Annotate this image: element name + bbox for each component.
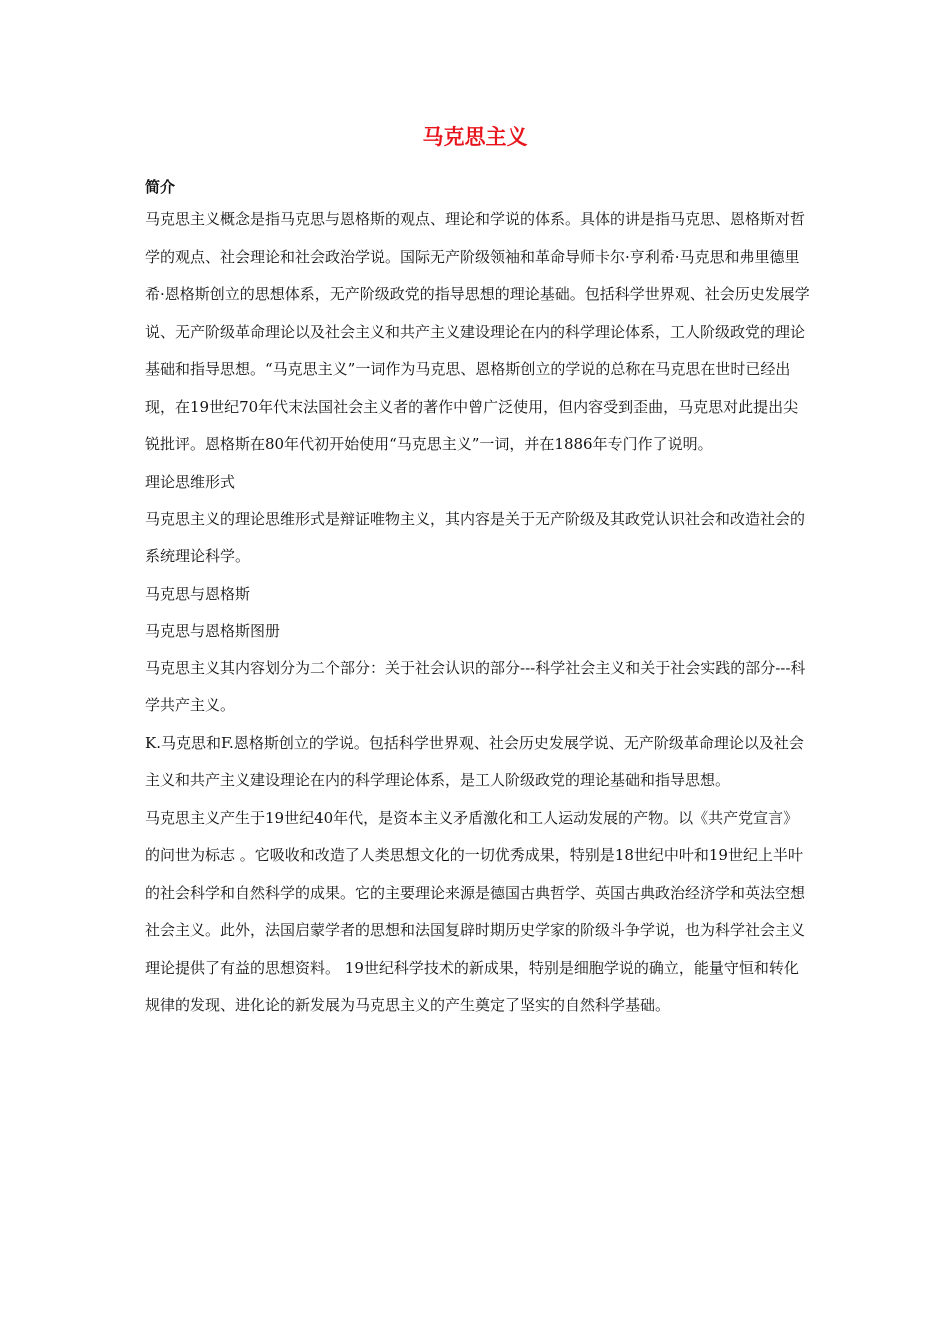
paragraph-thinking-form: 马克思主义的理论思维形式是辩证唯物主义，其内容是关于无产阶级及其政党认识社会和改造社会的系统理论科学。 — [145, 509, 806, 565]
document-title: 马克思主义 — [422, 125, 528, 149]
paragraph-intro: 马克思主义概念是指马克思与恩格斯的观点、理论和学说的体系。具体的讲是指马克思、恩格斯对哲学的观点、社会理论和社会政治学说。国际无产阶级领袖和革命导师卡尔·亨利希·马克思和弗里德里希·恩格斯创立的思想体系，无产阶级政党的指导思想的理论基础。包括科学世界观、社会历史发展学说、无产阶级革命理论以及社会主义和共产主义建设理论在内的科学理论体系，工人阶级政党的理论基础和指导思想。“马克思主义”一词作为马克思、恩格斯创立的学说的总称在马克思在世时已经出现，在19世纪70年代末法国社会主义者的著作中曾广泛使用，但内容受到歪曲，马克思对此提出尖锐批评。恩格斯在80年代初开始使用“马克思主义”一词，并在1886年专门作了说明。 — [145, 210, 810, 453]
section-heading-marx-engels-album: 马克思与恩格斯图册 — [145, 621, 281, 640]
section-heading-intro: 简介 — [145, 178, 176, 196]
section-heading-thinking-form: 理论思维形式 — [145, 472, 236, 491]
document-body — [145, 173, 813, 1025]
paragraph-content-division: 马克思主义其内容划分为二个部分：关于社会认识的部分---科学社会主义和关于社会实践的部分---科学共产主义。 — [145, 658, 806, 714]
paragraph-doctrine: K.马克思和F.恩格斯创立的学说。包括科学世界观、社会历史发展学说、无产阶级革命理论以及社会主义和共产主义建设理论在内的科学理论体系，是工人阶级政党的理论基础和指导思想。 — [145, 733, 804, 789]
paragraph-origin: 马克思主义产生于19世纪40年代，是资本主义矛盾激化和工人运动发展的产物。以《共产党宣言》的问世为标志 。它吸收和改造了人类思想文化的一切优秀成果，特别是18世纪中叶和19世纪上半叶的社会科学和自然科学的成果。它的主要理论来源是德国古典哲学、英国古典政治经济学和英法空想社会主义。此外，法国启蒙学者的思想和法国复辟时期历史学家的阶级斗争学说，也为科学社会主义理论提供了有益的思想资料。 19世纪科学技术的新成果，特别是细胞学说的确立，能量守恒和转化规律的发现、进化论的新发展为马克思主义的产生奠定了坚实的自然科学基础。 — [145, 808, 806, 1014]
section-heading-marx-engels: 马克思与恩格斯 — [145, 584, 251, 603]
